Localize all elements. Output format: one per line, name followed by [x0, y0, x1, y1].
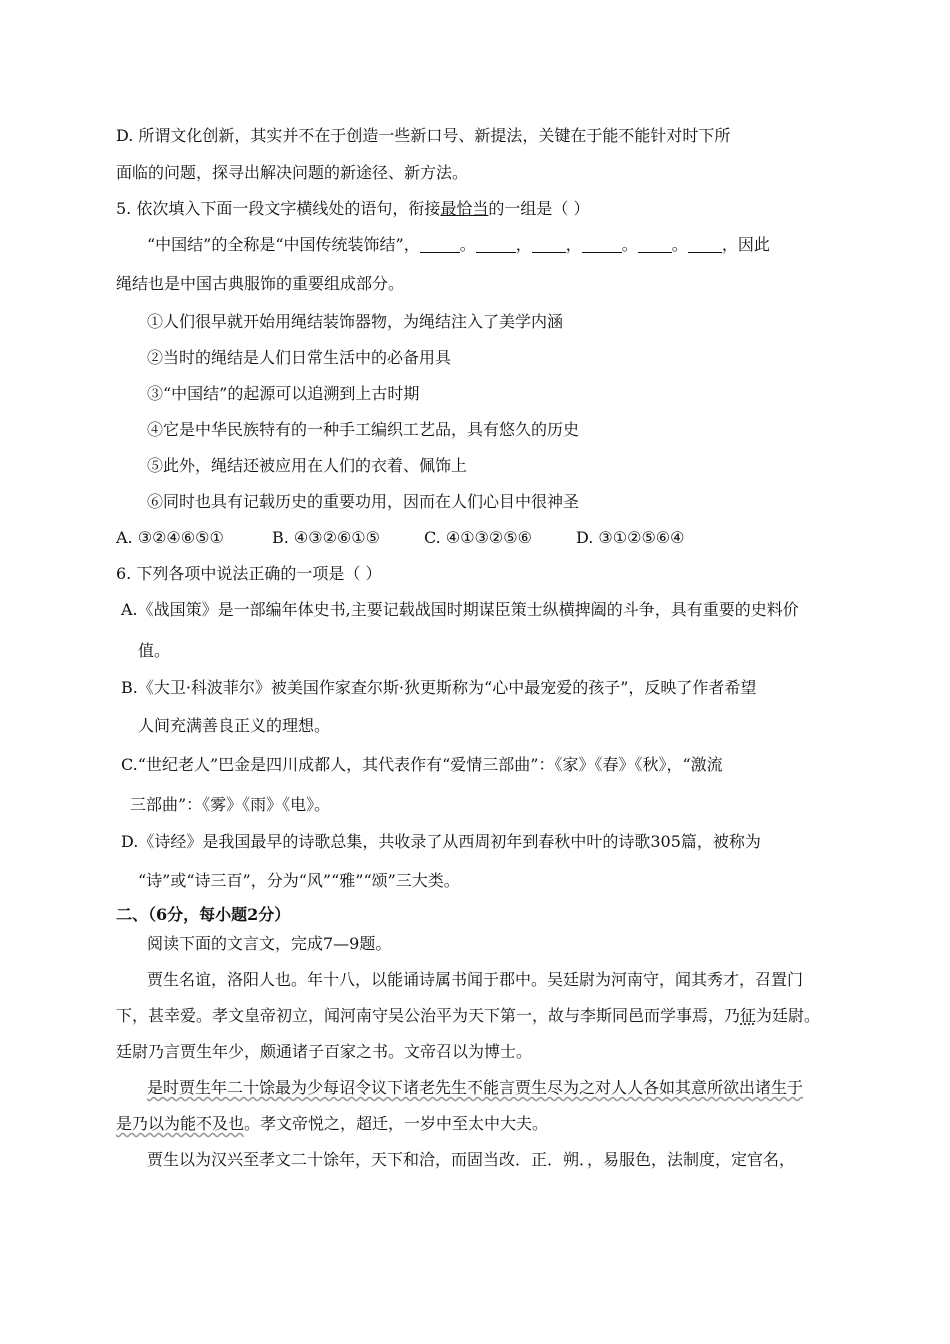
q6-option-d-line1: D.《诗经》是我国最早的诗歌总集，共收录了从西周初年到春秋中叶的诗歌305篇，被称为 [121, 832, 761, 851]
q5-option-d: D. ③①②⑤⑥④ [576, 528, 685, 547]
q6-option-c-line2: 三部曲”：《雾》《雨》《电》。 [130, 795, 331, 814]
q5-item-1: ①人们很早就开始用绳结装饰器物，为绳结注入了美学内涵 [147, 312, 564, 331]
blank-5 [638, 236, 672, 253]
emphasis-gai-zheng-shuo: 改．正．朔． [499, 1150, 588, 1169]
q6-option-c-line1: C.“世纪老人”巴金是四川成都人，其代表作有“爱情三部曲”：《家》《春》《秋》，“激流 [121, 755, 723, 774]
passage-p3-line1: 贾生以为汉兴至孝文二十馀年，天下和洽，而固当改．正．朔．，易服色，法制度，定官名， [147, 1150, 796, 1169]
q5-option-b: B. ④③②⑥①⑤ [272, 528, 380, 547]
q5-stem: 5. 依次填入下面一段文字横线处的语句，衔接最恰当的一组是（ ） [116, 199, 590, 218]
passage-p1-line3: 廷尉乃言贾生年少，颇通诸子百家之书。文帝召以为博士。 [116, 1042, 533, 1061]
section-2-instruction: 阅读下面的文言文，完成7—9题。 [147, 934, 392, 953]
blank-1 [420, 236, 460, 253]
q6-option-d-line2: “诗”或“诗三百”，分为“风”“雅”“颂”三大类。 [138, 871, 460, 890]
blank-4 [582, 236, 622, 253]
passage-p2-line1 [147, 1078, 803, 1098]
q5-item-5: ⑤此外，绳结还被应用在人们的衣着、佩饰上 [147, 456, 468, 475]
q5-paragraph-line1: “中国结”的全称是“中国传统装饰结”， 。 ， ， 。 。 ，因此 [147, 235, 770, 254]
q6-option-b-line1: B.《大卫·科波菲尔》被美国作家查尔斯·狄更斯称为“心中最宠爱的孩子”，反映了作者希望 [121, 678, 757, 697]
q6-option-a-line2: 值。 [138, 641, 171, 660]
passage-p2-line2: 是乃以为能不及也。孝文帝悦之，超迁，一岁中至太中大夫。 [116, 1114, 549, 1133]
q4-option-d-line1: D. 所谓文化创新，其实并不在于创造一些新口号、新提法，关键在于能不能针对时下所 [116, 126, 731, 145]
q4-option-d-line2: 面临的问题，探寻出解决问题的新途径、新方法。 [116, 163, 469, 182]
wavy-underlined-sentence: 是时贾生年二十馀最为少每诏令议下诸老先生不能言贾生尽为之对人人各如其意所欲出诸生于 [147, 1078, 804, 1097]
passage-p1-line2: 下，甚幸爱。孝文皇帝初立，闻河南守吴公治平为天下第一，故与李斯同邑而学事焉，乃征为廷尉。 [116, 1006, 821, 1025]
q6-option-b-line2: 人间充满善良正义的理想。 [138, 716, 331, 735]
q5-option-a: A. ③②④⑥⑤① [116, 528, 224, 547]
passage-p1-line1: 贾生名谊，洛阳人也。年十八，以能诵诗属书闻于郡中。吴廷尉为河南守，闻其秀才，召置门 [147, 970, 804, 989]
section-2-heading: 二、（6分，每小题2分） [116, 905, 291, 924]
q5-item-3: ③“中国结”的起源可以追溯到上古时期 [147, 384, 420, 403]
wavy-underlined-sentence-end: 是乃以为能不及也 [116, 1114, 245, 1133]
q6-option-a-line1: A.《战国策》是一部编年体史书,主要记载战国时期谋臣策士纵横捭阖的斗争，具有重要的史料价 [121, 600, 799, 619]
blank-6 [688, 236, 722, 253]
blank-2 [476, 236, 516, 253]
emphasis-zheng: 征 [740, 1006, 757, 1025]
emphasis-most-appropriate: 最恰当 [440, 199, 489, 218]
q5-item-6: ⑥同时也具有记载历史的重要功用，因而在人们心目中很神圣 [147, 492, 580, 511]
blank-3 [532, 236, 566, 253]
q5-paragraph-line2: 绳结也是中国古典服饰的重要组成部分。 [116, 274, 405, 293]
q5-item-2: ②当时的绳结是人们日常生活中的必备用具 [147, 348, 452, 367]
q5-item-4: ④它是中华民族特有的一种手工编织工艺品，具有悠久的历史 [147, 420, 580, 439]
q5-option-c: C. ④①③②⑤⑥ [424, 528, 532, 547]
q6-stem: 6. 下列各项中说法正确的一项是（ ） [116, 564, 382, 583]
